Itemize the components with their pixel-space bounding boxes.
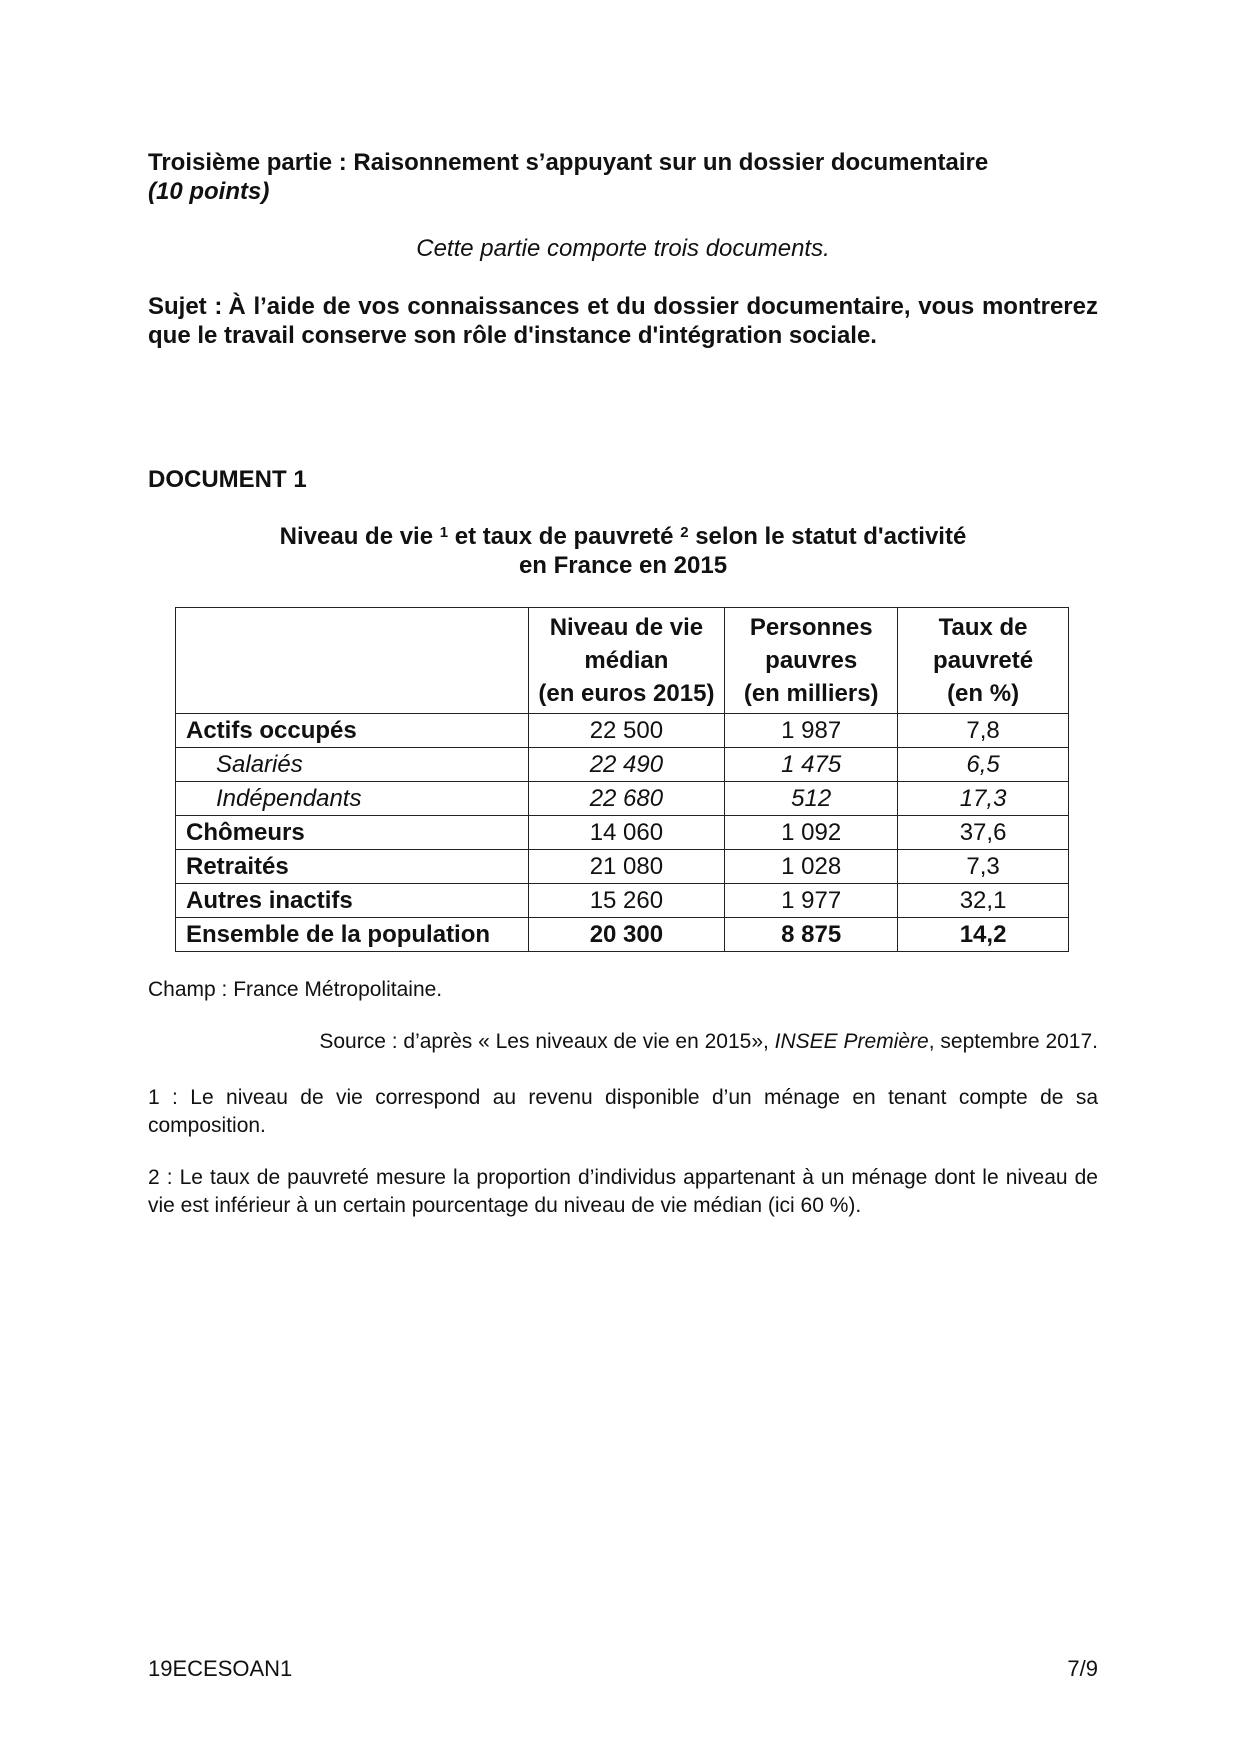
cell-value: 14 060 bbox=[528, 816, 725, 850]
table-row bbox=[176, 884, 1069, 918]
table-row bbox=[176, 714, 1069, 748]
table-row bbox=[176, 850, 1069, 884]
part-title-text: Troisième partie : Raisonnement s’appuyant sur un dossier documentaire bbox=[148, 149, 989, 176]
data-table bbox=[175, 607, 1069, 952]
subject-text: À l’aide de vos connaissances et du dossier documentaire, vous montrerez que le travail conserve son rôle d'instance d'intégration sociale. bbox=[148, 293, 1098, 349]
footnote-1: 1 : Le niveau de vie correspond au revenu disponible d’un ménage en tenant compte de sa composition. bbox=[148, 1086, 1098, 1137]
table-row-total bbox=[176, 918, 1069, 952]
footnote-ref-1: 1 bbox=[439, 524, 449, 541]
document-label: DOCUMENT 1 bbox=[148, 466, 307, 493]
cell-value: 7,3 bbox=[898, 850, 1069, 884]
cell-value: 14,2 bbox=[898, 918, 1069, 952]
table-row bbox=[176, 816, 1069, 850]
table-title-part1: Niveau de vie bbox=[279, 523, 434, 550]
table-header-row bbox=[176, 608, 1069, 714]
champ-note: Champ : France Métropolitaine. bbox=[148, 978, 443, 1001]
cell-value: 17,3 bbox=[898, 782, 1069, 816]
cell-value: 22 490 bbox=[528, 748, 725, 782]
source-prefix: Source : d’après « Les niveaux de vie en 2015», bbox=[319, 1030, 775, 1053]
cell-value: 21 080 bbox=[528, 850, 725, 884]
header-personnes-pauvres: Personnes pauvres (en milliers) bbox=[725, 608, 898, 714]
cell-value: 8 875 bbox=[725, 918, 898, 952]
cell-value: 22 680 bbox=[528, 782, 725, 816]
row-label: Actifs occupés bbox=[176, 714, 529, 748]
table-title-part2: et taux de pauvreté bbox=[454, 523, 674, 550]
footer-code: 19ECESOAN1 bbox=[148, 1656, 293, 1681]
row-label: Indépendants bbox=[176, 782, 529, 816]
row-label: Autres inactifs bbox=[176, 884, 529, 918]
subject-label: Sujet : bbox=[148, 293, 223, 320]
intro-text: Cette partie comporte trois documents. bbox=[416, 235, 830, 262]
cell-value: 6,5 bbox=[898, 748, 1069, 782]
header-niveau-de-vie: Niveau de vie médian (en euros 2015) bbox=[528, 608, 725, 714]
cell-value: 20 300 bbox=[528, 918, 725, 952]
table-row bbox=[176, 748, 1069, 782]
cell-value: 1 987 bbox=[725, 714, 898, 748]
table-title-line2: en France en 2015 bbox=[518, 552, 728, 579]
table-title bbox=[148, 522, 1098, 580]
source-suffix: , septembre 2017. bbox=[928, 1030, 1098, 1053]
table-title-part3: selon le statut d'activité bbox=[695, 523, 967, 550]
footnote-ref-2: 2 bbox=[680, 524, 689, 541]
part-title bbox=[148, 148, 1098, 206]
footer-page-number: 7/9 bbox=[1067, 1656, 1098, 1681]
table-row bbox=[176, 782, 1069, 816]
part-points: (10 points) bbox=[148, 178, 270, 205]
cell-value: 1 475 bbox=[725, 748, 898, 782]
cell-value: 512 bbox=[725, 782, 898, 816]
cell-value: 32,1 bbox=[898, 884, 1069, 918]
row-label: Salariés bbox=[176, 748, 529, 782]
cell-value: 1 092 bbox=[725, 816, 898, 850]
cell-value: 37,6 bbox=[898, 816, 1069, 850]
cell-value: 22 500 bbox=[528, 714, 725, 748]
row-label: Ensemble de la population bbox=[176, 918, 529, 952]
header-taux-pauvrete: Taux de pauvreté (en %) bbox=[898, 608, 1069, 714]
row-label: Retraités bbox=[176, 850, 529, 884]
footnote-2: 2 : Le taux de pauvreté mesure la proportion d’individus appartenant à un ménage dont le niveau de vie est inférieur à un certain pourcentage du niveau de vie médian (ici 60 %). bbox=[148, 1166, 1098, 1217]
header-empty bbox=[176, 608, 529, 714]
row-label: Chômeurs bbox=[176, 816, 529, 850]
cell-value: 1 977 bbox=[725, 884, 898, 918]
cell-value: 7,8 bbox=[898, 714, 1069, 748]
cell-value: 1 028 bbox=[725, 850, 898, 884]
source-citation bbox=[148, 1030, 1098, 1054]
subject bbox=[148, 292, 1098, 350]
source-publication: INSEE Première bbox=[774, 1030, 929, 1053]
cell-value: 15 260 bbox=[528, 884, 725, 918]
